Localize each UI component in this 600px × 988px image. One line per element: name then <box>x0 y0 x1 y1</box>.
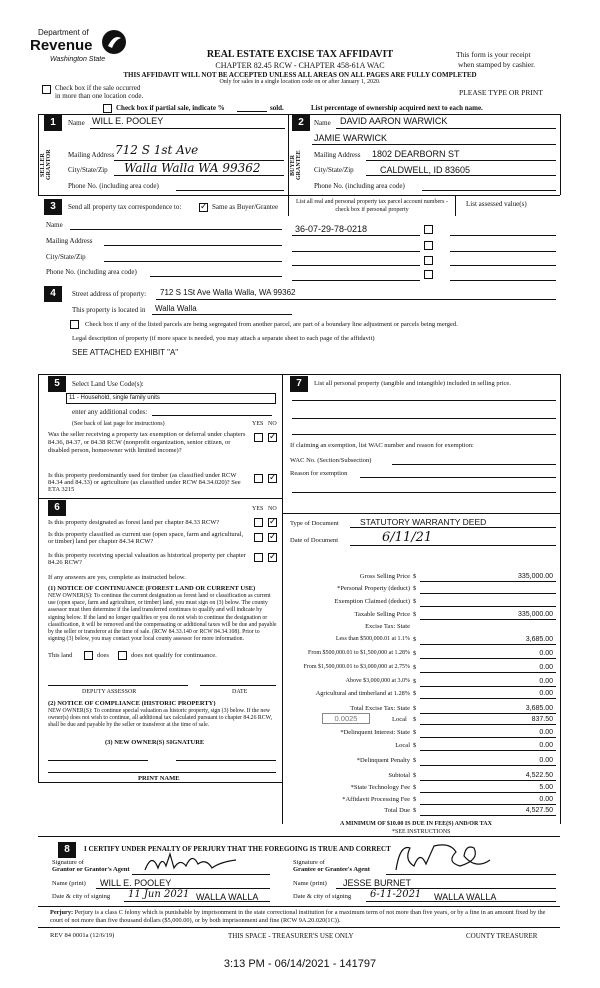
grantor-name-print-label: Name (print) <box>52 880 86 887</box>
tier3-amount[interactable]: 0.00 <box>539 664 553 671</box>
exemption-amount[interactable] <box>420 606 556 607</box>
section-3-number: 3 <box>44 199 62 215</box>
buyer-name-field[interactable]: DAVID AARON WARWICK <box>340 116 448 126</box>
parcel-3-personal-checkbox[interactable] <box>424 256 433 265</box>
section6-no-header: NO <box>268 506 277 512</box>
grantee-name-print-label: Name (print) <box>293 880 327 887</box>
reason-field[interactable] <box>360 477 556 478</box>
grantor-sig-label-1: Signature of <box>52 859 84 866</box>
buyer-city-field[interactable]: CALDWELL, ID 83605 <box>380 165 471 175</box>
local-label: Local <box>392 716 407 723</box>
see-instructions-note: *SEE INSTRUCTIONS <box>392 829 451 835</box>
personal-label: *Personal Property (deduct) <box>337 585 410 592</box>
parcel-2-personal-checkbox[interactable] <box>424 241 433 250</box>
assessed-value-3-field[interactable] <box>450 265 556 266</box>
tech-fee-amount[interactable]: 5.00 <box>539 784 553 791</box>
section5-q2-yes[interactable] <box>254 474 263 483</box>
section6-yes-header: YES <box>252 506 264 512</box>
multiple-location-checkbox[interactable] <box>42 85 51 94</box>
section3-mailing-label: Mailing Address <box>46 237 93 245</box>
delinq-penalty-amount[interactable]: 0.00 <box>539 757 553 764</box>
buyer-phone-label: Phone No. (including area code) <box>314 182 405 190</box>
tier1-label: Less than $500,000.01 at 1.1% <box>335 636 410 642</box>
doc-date-field[interactable]: 6/11/21 <box>382 530 433 545</box>
does-not-label: does not qualify for continuance. <box>131 652 217 659</box>
deputy-assessor-label: DEPUTY ASSESSOR <box>82 689 137 695</box>
receipt-note-2: when stamped by cashier. <box>458 60 536 69</box>
grantor-name-print[interactable]: WILL E. POOLEY <box>100 878 172 888</box>
buyer-name2-field[interactable]: JAMIE WARWICK <box>314 133 388 143</box>
see-back-note: (See back of last page for instructions) <box>72 421 165 427</box>
tier2-amount[interactable]: 0.00 <box>539 650 553 657</box>
exemption-label: If claiming an exemption, list WAC number and reason for exemption: <box>290 442 474 449</box>
form-chapter: CHAPTER 82.45 RCW - CHAPTER 458-61A WAC <box>215 61 385 70</box>
recording-stamp: 3:13 PM - 06/14/2021 - 141797 <box>223 958 377 970</box>
land-does-not-checkbox[interactable] <box>118 651 127 660</box>
local-amount[interactable]: 837.50 <box>531 716 553 723</box>
section6-q1: Is this property designated as forest land per chapter 84.33 RCW? <box>48 519 220 526</box>
section5-yes-header: YES <box>252 421 264 427</box>
grantee-city[interactable]: WALLA WALLA <box>434 892 497 902</box>
notice1-body: NEW OWNER(S): To continue the current designation as forest land or classification as current use (open space, farm and agriculture, or timber) land, you must sign on (3) below. The county assessor must then determine if the land transferred continues to qualify and will indicate by signing below. If the land no longer qualifies or you do not wish to continue the designation or classification, it will be removed and the compensating or additional taxes will be due and payable by the seller or transferor at the time of sale. (RCW 84.33.140 or RCW 84.34.108). Prior to signing (3) below, you may contact your local county assessor for more information. <box>48 593 277 643</box>
located-in-field[interactable]: Walla Walla <box>155 304 197 313</box>
county-treasurer-label: COUNTY TREASURER <box>466 932 538 940</box>
print-name-label: PRINT NAME <box>138 775 180 782</box>
segregated-label: Check box if any of the listed parcels are being segregated from another parcel, are part of a boundary line adjustment or parcels being merged. <box>85 321 458 328</box>
local-rate-field[interactable]: 0.0025 <box>322 713 370 724</box>
total-due-amount[interactable]: 4,527.50 <box>525 807 553 814</box>
subtotal-label: Subtotal <box>388 772 410 779</box>
treasurer-use-label: THIS SPACE - TREASURER'S USE ONLY <box>228 932 354 940</box>
wac-label: WAC No. (Section/Subsection) <box>290 457 372 464</box>
assessed-value-2-field[interactable] <box>450 251 556 252</box>
assessed-value-1-field[interactable] <box>450 235 556 236</box>
tier1-amount[interactable]: 3,685.00 <box>525 636 553 643</box>
assessed-value-4-field[interactable] <box>450 280 556 281</box>
not-accepted-note: THIS AFFIDAVIT WILL NOT BE ACCEPTED UNLESS ALL AREAS ON ALL PAGES ARE FULLY COMPLETED <box>123 71 477 79</box>
seller-mailing-label: Mailing Address <box>68 151 115 159</box>
grantor-sig-label-2: Grantor or Grantor's Agent <box>52 866 130 873</box>
land-does-checkbox[interactable] <box>84 651 93 660</box>
land-use-label: Select Land Use Code(s): <box>72 380 144 388</box>
grantee-date-city-label: Date & city of signing <box>293 893 352 900</box>
additional-codes-label: enter any additional codes: <box>72 408 148 416</box>
rev-number: REV 84 0001a (12/6/19) <box>50 932 115 939</box>
seller-mailing-field[interactable]: 712 S 1st Ave <box>115 143 199 157</box>
receipt-note-1: This form is your receipt <box>456 50 531 59</box>
section3-name-label: Name <box>46 221 63 229</box>
buyer-name-label: Name <box>314 119 331 127</box>
list-parcels-label: List all real and personal property tax parcel account numbers - check box if personal property <box>296 199 448 213</box>
tier4-amount[interactable]: 0.00 <box>539 678 553 685</box>
section5-q2: Is this property predominantly used for timber (as classified under RCW 84.34 and 84.33) or agriculture (as classified under RCW 84.34.020)? See ETA 3215 <box>48 472 241 493</box>
section5-q2-no[interactable] <box>268 474 277 483</box>
parcel-4-personal-checkbox[interactable] <box>424 270 433 279</box>
section6-q3-no[interactable] <box>268 553 277 562</box>
logo-dept-line2: Revenue <box>30 37 93 54</box>
personal-amount[interactable] <box>420 593 556 594</box>
perjury-note <box>50 909 558 925</box>
section6-q3-yes[interactable] <box>254 553 263 562</box>
section5-q1: Was the seller receiving a property tax exemption or deferral under chapters 84.36, 84.37, or 84.38 RCW (nonprofit organization, senior citizen, or disabled person, homeowner with limited income)? <box>48 431 246 454</box>
legal-description-field[interactable]: SEE ATTACHED EXHIBIT "A" <box>72 348 179 357</box>
delinq-local-amount[interactable]: 0.00 <box>539 742 553 749</box>
section6-q1-yes[interactable] <box>254 518 263 527</box>
seller-name-label: Name <box>68 119 85 127</box>
delinq-state-amount[interactable]: 0.00 <box>539 729 553 736</box>
land-use-select[interactable]: 11 - Household, single family units <box>66 393 276 404</box>
excise-state-label: Excise Tax: State <box>365 623 410 630</box>
section-2-number: 2 <box>292 115 310 131</box>
delinq-local-label: Local <box>395 742 410 749</box>
section5-q1-yes[interactable] <box>254 433 263 442</box>
multiple-location-label-2: in more than one location code. <box>55 92 144 100</box>
section-1-number: 1 <box>44 115 62 131</box>
section-8-number: 8 <box>58 842 76 858</box>
section6-q2-no[interactable] <box>268 533 277 542</box>
section-7-number: 7 <box>290 376 308 392</box>
deputy-date-label: DATE <box>232 689 248 695</box>
seller-city-label: City/State/Zip <box>68 166 108 174</box>
taxable-amount[interactable]: 335,000.00 <box>517 611 553 618</box>
multiple-location-label: Check box if the sale occurred <box>55 84 141 92</box>
minimum-due-note: A MINIMUM OF $10.00 IS DUE IN FEE(S) AND/OR TAX <box>340 821 492 827</box>
street-address-field[interactable]: 712 S 1St Ave Walla Walla, WA 99362 <box>160 288 296 297</box>
section-6-number: 6 <box>48 500 66 516</box>
does-label: does <box>97 652 109 659</box>
taxable-label: Taxable Selling Price <box>354 611 410 618</box>
wac-field[interactable] <box>392 464 556 465</box>
please-type: PLEASE TYPE OR PRINT <box>459 88 543 97</box>
grantor-signature[interactable] <box>140 848 250 874</box>
assessed-values-label: List assessed value(s) <box>466 200 527 208</box>
only-for-note: Only for sales in a single location code on or after January 1, 2020. <box>219 79 381 85</box>
tier4-label: Above $3,000,000 at 3.0% <box>345 678 410 684</box>
notice2-body: NEW OWNER(S): To continue special valuation as historic property, sign (3) below. If the new owner(s) does not wish to continue, all additional tax calculated pursuant to chapter 84.26 RCW, shall be due and payable by the seller or transferor at the time of sale. <box>48 708 273 729</box>
grantor-date[interactable]: 11 Jun 2021 <box>128 889 190 900</box>
reason-label: Reason for exemption <box>290 470 348 477</box>
ag-label: Agricultural and timberland at 1.28% <box>315 690 410 697</box>
section3-phone-label: Phone No. (including area code) <box>46 268 137 276</box>
exemption-claimed-label: Exemption Claimed (deduct) <box>334 598 410 605</box>
new-owner-sig-field-1[interactable] <box>48 760 148 761</box>
list-pct-label: List percentage of ownership acquired next to each name. <box>311 104 483 112</box>
parcel-1-personal-checkbox[interactable] <box>424 225 433 234</box>
grantee-signature[interactable] <box>390 840 510 876</box>
subtotal-amount[interactable]: 4,522.50 <box>525 772 553 779</box>
delinq-state-label: *Delinquent Interest: State <box>340 729 410 736</box>
sold-label: sold. <box>270 104 284 112</box>
section3-city-label: City/State/Zip <box>46 253 86 261</box>
additional-codes-field[interactable] <box>152 415 272 416</box>
section-4-number: 4 <box>44 286 62 302</box>
logo-dept-line1: Department of <box>38 28 89 37</box>
this-land-label: This land <box>48 652 73 659</box>
buyer-city-label: City/State/Zip <box>314 166 354 174</box>
grantee-date[interactable]: 6-11-2021 <box>370 889 422 900</box>
grantor-city[interactable]: WALLA WALLA <box>196 892 259 902</box>
gross-amount[interactable]: 335,000.00 <box>517 573 553 580</box>
seller-phone-field[interactable] <box>176 190 284 191</box>
logo-dept-line3: Washington State <box>50 56 106 63</box>
affidavit-fee-label: *Affidavit Processing Fee <box>342 796 410 803</box>
section6-q1-no[interactable] <box>268 518 277 527</box>
grantor-date-city-label: Date & city of signing <box>52 893 111 900</box>
buyer-mailing-label: Mailing Address <box>314 151 361 159</box>
tier3-label: From $1,500,000.01 to $3,000,000 at 2.75% <box>303 664 410 670</box>
partial-sale-checkbox[interactable] <box>103 104 112 113</box>
doc-type-field[interactable]: STATUTORY WARRANTY DEED <box>360 517 487 527</box>
section-5-number: 5 <box>48 376 66 392</box>
send-correspondence-label: Send all property tax correspondence to: <box>68 203 182 211</box>
delinq-penalty-label: *Delinquent Penalty <box>356 757 410 764</box>
if-yes-note: If any answers are yes, complete as instructed below. <box>48 574 186 581</box>
section5-no-header: NO <box>268 421 277 427</box>
tier2-label: From $500,000.01 to $1,500,000 at 1.28% <box>308 650 410 656</box>
doc-type-label: Type of Document <box>290 520 339 527</box>
seller-side-label: SELLER GRANTOR <box>40 149 52 181</box>
tech-fee-label: *State Technology Fee <box>350 784 410 791</box>
new-owner-sig-label: (3) NEW OWNER(S) SIGNATURE <box>105 739 205 746</box>
total-due-label: Total Due <box>384 807 410 814</box>
seller-name-field[interactable]: WILL E. POOLEY <box>92 116 164 126</box>
grantee-sig-label-2: Grantee or Grantee's Agent <box>293 866 370 873</box>
section6-q2: Is this property classified as current use (open space, farm and agricultural, or timber) land per chapter 84.34 RCW? <box>48 531 244 545</box>
section6-q3: Is this property receiving special valuation as historical property per chapter 84.26 RCW? <box>48 552 246 566</box>
total-state-amount[interactable]: 3,685.00 <box>525 705 553 712</box>
buyer-mailing-field[interactable]: 1802 DEARBORN ST <box>372 149 460 159</box>
segregated-checkbox[interactable] <box>70 320 79 329</box>
deputy-assessor-sig[interactable] <box>48 685 188 686</box>
seller-phone-label: Phone No. (including area code) <box>68 182 159 190</box>
section6-q2-yes[interactable] <box>254 533 263 542</box>
section5-q1-no[interactable] <box>268 433 277 442</box>
buyer-side-label: BUYER GRANTEE <box>290 150 302 180</box>
certify-statement: I CERTIFY UNDER PENALTY OF PERJURY THAT THE FOREGOING IS TRUE AND CORRECT <box>84 845 391 853</box>
new-owner-sig-field-2[interactable] <box>176 760 276 761</box>
located-in-label: This property is located in <box>72 306 146 314</box>
same-as-buyer-checkbox[interactable] <box>199 203 208 212</box>
partial-sale-pct-field[interactable] <box>237 111 267 112</box>
buyer-phone-field[interactable] <box>422 190 556 191</box>
partial-sale-label: Check box if partial sale, indicate % <box>116 104 225 112</box>
personal-property-label: List all personal property (tangible and intangible) included in selling price. <box>314 380 511 387</box>
legal-description-label: Legal description of property (if more space is needed, you may attach a separate sheet to each page of the affidavit) <box>72 335 375 342</box>
seller-city-field[interactable]: Walla Walla WA 99362 <box>124 161 261 175</box>
perjury-label: Perjury: <box>50 909 74 916</box>
deputy-assessor-date[interactable] <box>200 685 276 686</box>
same-as-buyer-label: Same as Buyer/Grantee <box>212 203 279 211</box>
grantee-name-print[interactable]: JESSE BURNET <box>343 878 412 888</box>
notice1-title: (1) NOTICE OF CONTINUANCE (FOREST LAND OR CURRENT USE) <box>48 585 256 592</box>
street-address-label: Street address of property: <box>72 290 147 298</box>
perjury-text: Perjury is a class C felony which is punishable by imprisonment in the state correctional institution for a maximum term of not more than five years, or by a fine in an amount fixed by the court of not more than five thousand dollars ($5,000.00), or by both imprisonment and fine (RCW 9A.20.020(1C)). <box>50 909 546 924</box>
parcel-number-field[interactable]: 36-07-29-78-0218 <box>295 224 368 234</box>
gross-label: Gross Selling Price <box>359 573 410 580</box>
grantee-sig-label-1: Signature of <box>293 859 325 866</box>
total-state-label: Total Excise Tax: State <box>350 705 410 712</box>
affidavit-fee-amount[interactable]: 0.00 <box>539 796 553 803</box>
notice2-title: (2) NOTICE OF COMPLIANCE (HISTORIC PROPERTY) <box>48 700 216 707</box>
doc-date-label: Date of Document <box>290 537 339 544</box>
ag-amount[interactable]: 0.00 <box>539 690 553 697</box>
form-title: REAL ESTATE EXCISE TAX AFFIDAVIT <box>206 49 394 60</box>
